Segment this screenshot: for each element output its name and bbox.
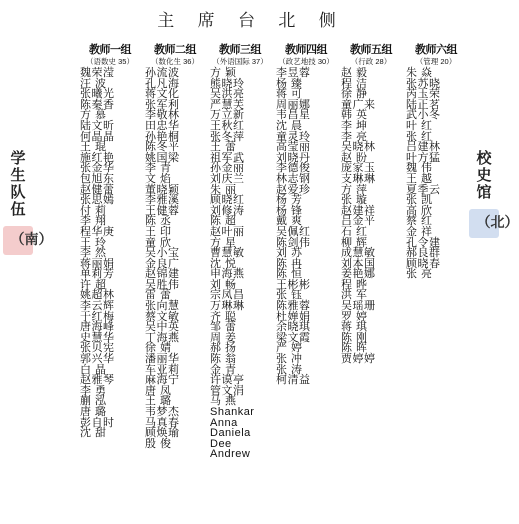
member-name: 陈 刚 (341, 331, 368, 344)
member-name: 陆文昕 (80, 119, 115, 132)
member-name: 朱 丽 (210, 183, 237, 196)
member-name: 赵爱珍 (276, 183, 311, 196)
group-title: 教师四组 (285, 44, 327, 56)
member-name: 蔡 红 (406, 215, 433, 228)
member-name: 潘丽华 (145, 353, 180, 366)
member-name: 张 冲 (276, 353, 303, 366)
member-name: 刘 苏 (276, 247, 303, 260)
member-name: 唐 璐 (80, 406, 107, 418)
member-name: 陈冬平 (145, 141, 180, 154)
member-name: 孙流波 (145, 67, 180, 79)
member-name: 方 慕 (80, 109, 107, 122)
member-name: Shankar (210, 406, 255, 418)
member-name: 叶方猛 (406, 151, 441, 164)
member-name: 蒋丽娟 (80, 257, 115, 270)
member-name: 张 凯 (406, 194, 433, 207)
member-name: 张 红 (406, 130, 433, 143)
teacher-group-3 (208, 44, 272, 460)
member-name: 金 祥 (406, 225, 433, 238)
member-name: 张 钰 (276, 289, 303, 302)
member-name: 祖军武 (210, 151, 245, 164)
member-name: Dee (210, 437, 232, 450)
member-name: 顾焕瑜 (145, 427, 180, 440)
member-name: 魏荣滢 (80, 67, 115, 79)
member-name: 包旭东 (80, 172, 115, 185)
member-name: 顾晓春 (406, 257, 441, 270)
student-team-label: 学生队伍 (10, 149, 26, 218)
member-name: 罗 婷 (341, 310, 368, 323)
member-name: 成慧敏 (341, 247, 376, 260)
member-name: 许 超 (80, 278, 107, 291)
member-name: 周丽娜 (276, 98, 311, 111)
member-name: 董晓颖 (145, 183, 180, 196)
member-name: 李 勇 (80, 384, 107, 397)
member-name: 夏季云 (406, 183, 441, 196)
teacher-group-1 (78, 44, 142, 439)
member-name: 杨 锋 (276, 204, 303, 217)
member-name: 彭自时 (80, 416, 115, 429)
member-name: 王健蓉 (145, 204, 180, 217)
member-name: 何晶晶 (80, 130, 115, 143)
member-name: 王 琨 (80, 141, 107, 154)
member-name: 严慧芙 (210, 98, 245, 111)
member-name: 赵锦建 (145, 268, 180, 281)
member-name: 刘本国 (341, 257, 376, 270)
member-name: 庞家玉 (341, 162, 376, 175)
member-name: 刘修涛 (210, 204, 245, 217)
group-title: 教师三组 (219, 44, 261, 56)
member-name: 万立新 (210, 109, 245, 122)
member-name: 刘 畅 (210, 278, 237, 291)
member-name: 申海燕 (210, 268, 245, 281)
group-subtitle: （行政 28） (350, 57, 392, 66)
member-name: 邹 蕾 (210, 321, 237, 334)
member-name: 李 青 (145, 162, 172, 175)
member-name: 张 璇 (341, 194, 368, 207)
member-name: 蔡文敏 (145, 310, 180, 323)
member-name: 曹慧敏 (210, 247, 245, 260)
member-name: 吴中英 (145, 321, 180, 334)
member-name: 李德俊 (276, 162, 311, 175)
history-hall-label: 校史馆 (476, 149, 492, 201)
member-name: 芮玉荣 (406, 88, 441, 101)
member-name: 管文涓 (210, 384, 245, 397)
member-name: 叶 红 (406, 119, 433, 132)
member-name: 王秋红 (210, 119, 245, 132)
member-name: 周 姜 (210, 331, 237, 344)
group-subtitle: （政艺地技 30） (278, 57, 334, 66)
member-name: 童 欣 (145, 236, 172, 249)
member-name: 陈 翁 (210, 353, 237, 366)
member-name: 马 燕 (210, 395, 237, 408)
teacher-group-2 (143, 44, 207, 449)
member-name: 熊晓玲 (210, 77, 245, 90)
member-name: 赵叶丽 (210, 225, 245, 238)
member-name: 金 青 (210, 363, 237, 376)
member-name: 韦梦杰 (145, 406, 180, 418)
member-name: 李 亮 (341, 130, 368, 143)
member-name: 于红梅 (80, 310, 115, 323)
member-name: 王 蕾 (210, 141, 237, 154)
member-name: 郭兴华 (80, 353, 115, 366)
member-name: 王 玲 (80, 236, 107, 249)
member-name: 陆正茗 (406, 98, 441, 111)
member-list (78, 68, 142, 439)
group-subtitle: （外语国际 37） (212, 57, 268, 66)
member-name: 吴瑶珊 (341, 300, 376, 313)
member-name: 蒯 泓 (80, 395, 107, 408)
member-name: 李敬林 (145, 109, 180, 122)
member-name: 韩 英 (341, 109, 368, 122)
member-name: 王彬彬 (276, 278, 311, 291)
member-name: 杨 臻 (276, 77, 303, 90)
member-name: 王 越 (406, 172, 433, 185)
member-name: 麻海宁 (145, 374, 180, 387)
member-name: 高莹丽 (276, 141, 311, 154)
member-name: 白 晶 (80, 363, 107, 376)
member-name: 陈 冉 (276, 257, 303, 270)
member-name: 李 翔 (80, 215, 107, 228)
member-name: 付 莉 (80, 204, 107, 217)
teacher-group-6 (404, 44, 468, 280)
member-name: 姚国梁 (145, 151, 180, 164)
member-name: 陈雅蓉 (276, 300, 311, 313)
member-name: Anna (210, 416, 238, 429)
member-name: 高 欣 (406, 204, 433, 217)
member-name: 洪 军 (341, 289, 368, 302)
member-name: 吴晓林 (341, 141, 376, 154)
member-name: 张向慧 (145, 300, 180, 313)
member-name: 陈 晖 (341, 342, 368, 355)
member-name: 林志钢 (276, 172, 311, 185)
member-name: 张苏晓 (406, 77, 441, 90)
member-name: 程 晔 (341, 278, 368, 291)
member-name: 吴洪亮 (210, 88, 245, 101)
member-name: 魏 伟 (406, 162, 433, 175)
south-badge-text: （南） (10, 232, 53, 248)
member-name: 张思嫣 (80, 194, 115, 207)
member-name: 孔令建 (406, 236, 441, 249)
member-name: 王 璐 (145, 395, 172, 408)
group-subtitle: （数化生 36） (151, 57, 199, 66)
member-name: 刘庆兰 (210, 172, 245, 185)
north-badge-text: （北） (476, 215, 519, 231)
member-name: 史慧华 (80, 331, 115, 344)
member-list (274, 68, 338, 386)
group-subtitle: （管理 20） (415, 57, 457, 66)
member-name: 文 焰 (145, 172, 172, 185)
member-name: Andrew (210, 448, 251, 461)
member-name: 吴胜伟 (145, 278, 180, 291)
member-name: 姚超林 (80, 289, 115, 302)
member-name: 张贝宪 (80, 342, 115, 355)
member-name: 张冬萍 (210, 130, 245, 143)
member-name: 姜艳娜 (341, 268, 376, 281)
member-name: 朱 焱 (406, 67, 433, 79)
member-name: 陈 恒 (276, 268, 303, 281)
member-name: 严 婷 (276, 342, 303, 355)
teacher-group-5 (339, 44, 403, 365)
member-name: 武小冬 (406, 109, 441, 122)
member-name: 沈 晨 (276, 119, 303, 132)
member-name: 雷 蕾 (145, 289, 172, 302)
member-name: 赵 毅 (341, 67, 368, 79)
group-title: 教师五组 (350, 44, 392, 56)
member-name: 孔凡海 (145, 77, 180, 90)
member-name: 施红艳 (80, 151, 115, 164)
member-name: 田忠华 (145, 119, 180, 132)
member-name: 蒋 琪 (341, 321, 368, 334)
member-name: 张 亮 (406, 268, 433, 281)
member-name: 梁文霞 (276, 331, 311, 344)
member-name: 齐 聪 (210, 310, 237, 323)
member-list (404, 68, 468, 280)
north-badge (469, 209, 519, 238)
member-name: 陈 超 (210, 215, 237, 228)
member-name: 徐 婧 (145, 342, 172, 355)
right-side-label (469, 149, 519, 238)
member-name: 马真春 (145, 416, 180, 429)
member-name: 吴佩红 (276, 225, 311, 238)
group-subtitle: （语数史 35） (86, 57, 134, 66)
member-name: 李昱蓉 (276, 67, 311, 79)
member-name: 唐 凤 (145, 384, 172, 397)
member-name: 程 洁 (341, 77, 368, 90)
member-name: 沈 甜 (80, 427, 107, 440)
member-name: 唐海峰 (80, 321, 115, 334)
teacher-group-4 (274, 44, 338, 386)
member-name: Daniela (210, 427, 251, 440)
member-name: 沈 悦 (210, 257, 237, 270)
member-list (208, 68, 272, 460)
member-name: 方 星 (210, 236, 237, 249)
member-name: 李雅溪 (145, 194, 180, 207)
member-name: 陈秦香 (80, 98, 115, 111)
member-name: 蒋文化 (145, 88, 180, 101)
group-title: 教师六组 (415, 44, 457, 56)
member-name: 车亚莉 (145, 363, 180, 376)
member-name: 张金华 (80, 162, 115, 175)
member-name: 贾婷婷 (341, 353, 376, 366)
member-name: 张军利 (145, 98, 180, 111)
member-name: 柯清益 (276, 374, 311, 387)
member-name: 万琳琳 (210, 300, 245, 313)
member-list (339, 68, 403, 365)
member-name: 孙金丽 (210, 162, 245, 175)
member-name: 杜婵娟 (276, 310, 311, 323)
member-name: 蒋 可 (276, 88, 303, 101)
member-name: 余晓琪 (276, 321, 311, 334)
member-name: 张 涛 (276, 363, 303, 376)
member-name: 单莉芳 (80, 268, 115, 281)
member-name: 李 坤 (341, 119, 368, 132)
member-name: 陈 丞 (145, 215, 172, 228)
member-name: 孙艳桐 (145, 130, 180, 143)
group-title: 教师二组 (154, 44, 196, 56)
member-name: 宗凤昌 (210, 289, 245, 302)
member-name: 程华庚 (80, 225, 115, 238)
member-name: 方 颖 (210, 67, 237, 79)
member-name: 金良广 (145, 257, 180, 270)
member-name: 殷 俊 (145, 437, 172, 450)
member-name: 张曦光 (80, 88, 115, 101)
member-name: 郝 扬 (210, 342, 237, 355)
member-name: 刘晓丹 (276, 151, 311, 164)
member-name: 吕建林 (406, 141, 441, 154)
member-name: 韦昌星 (276, 109, 311, 122)
left-side-label (3, 149, 53, 255)
member-name: 赵建祥 (341, 204, 376, 217)
member-name: 陈剑伟 (276, 236, 311, 249)
member-name: 顾晓红 (210, 194, 245, 207)
member-name: 汪 波 (80, 77, 107, 90)
member-name: 赵雅琴 (80, 374, 115, 387)
member-name: 李云辉 (80, 300, 115, 313)
member-name: 童广来 (341, 98, 376, 111)
member-name: 丁海燕 (145, 331, 180, 344)
member-name: 杨 芳 (276, 194, 303, 207)
member-name: 王 印 (145, 225, 172, 238)
member-list (143, 68, 207, 449)
member-name: 许谟亭 (210, 374, 245, 387)
member-name: 徐 静 (341, 88, 368, 101)
south-badge (3, 226, 53, 255)
member-name: 赵 盼 (341, 151, 368, 164)
member-name: 柳 辉 (341, 236, 368, 249)
member-name: 郝良群 (406, 247, 441, 260)
member-name: 李 然 (80, 247, 107, 260)
member-name: 戴 爽 (276, 215, 303, 228)
member-name: 吴小宝 (145, 247, 180, 260)
group-title: 教师一组 (89, 44, 131, 56)
member-name: 石 红 (341, 225, 368, 238)
member-name: 童灵玲 (276, 130, 311, 143)
member-name: 方 萍 (341, 183, 368, 196)
member-name: 吕金平 (341, 215, 376, 228)
member-name: 支琳琳 (341, 172, 376, 185)
page-title: 主 席 台 北 侧 (157, 11, 345, 31)
member-name: 赵健蕾 (80, 183, 115, 196)
